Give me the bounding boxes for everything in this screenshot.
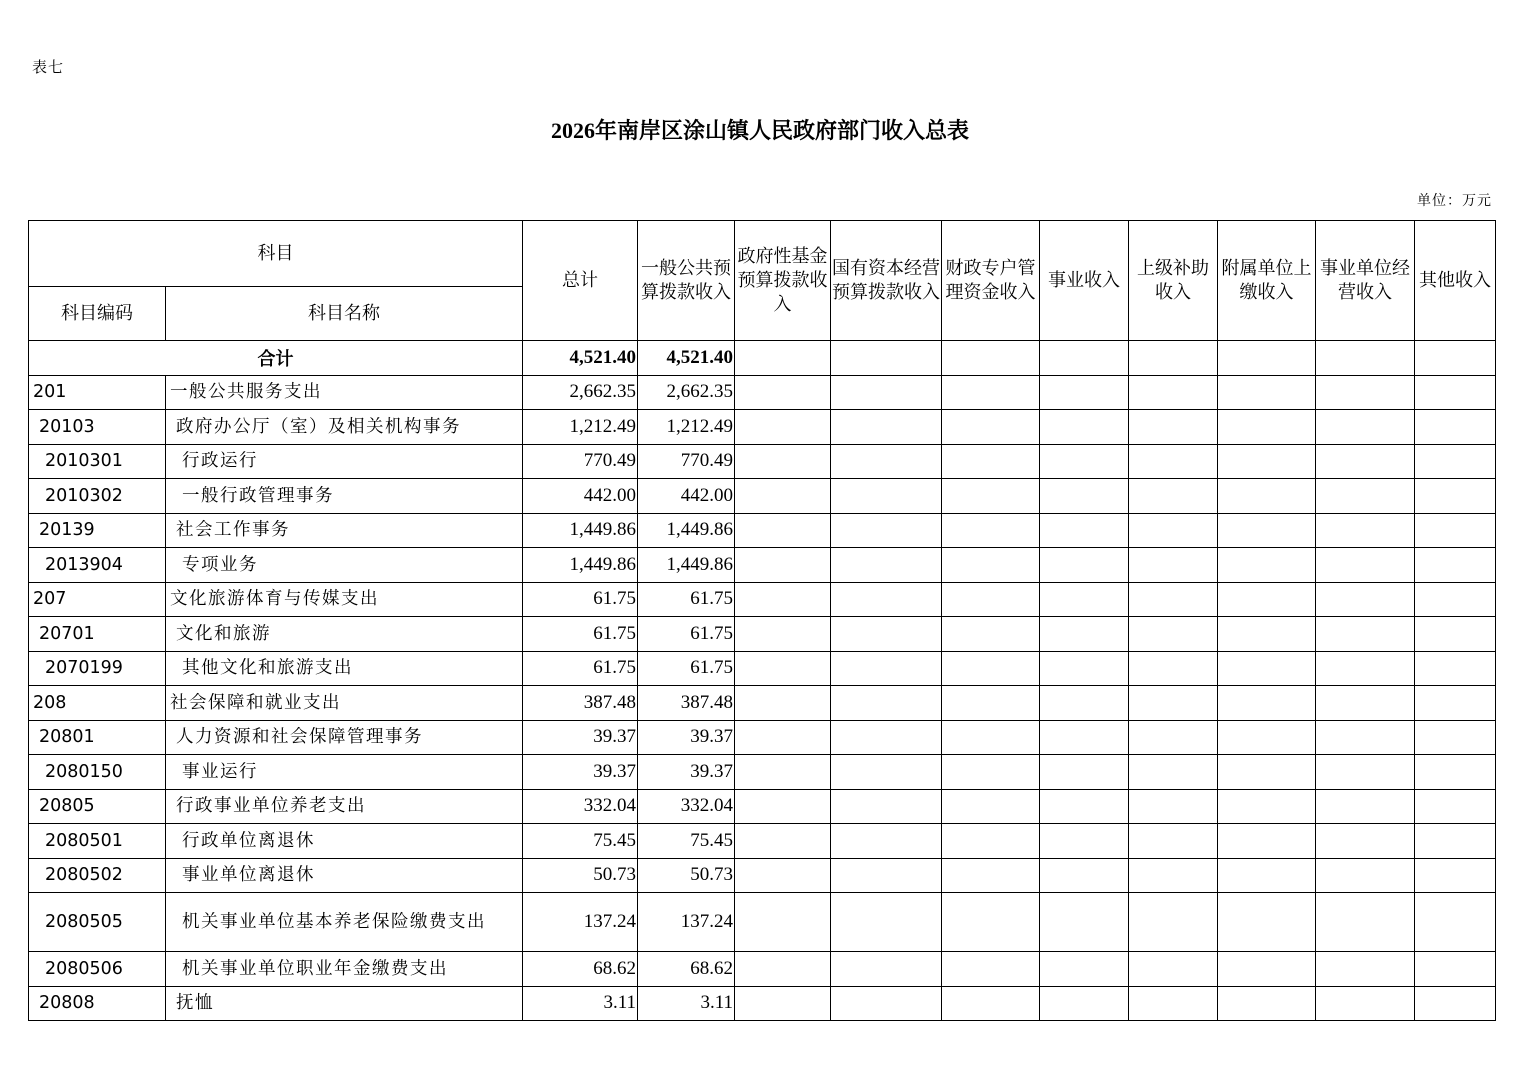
header-operating-income: 事业单位经营收入 — [1316, 221, 1415, 341]
row-total: 3.11 — [523, 986, 638, 1021]
row-name: 抚恤 — [166, 986, 523, 1021]
row-general-budget: 61.75 — [638, 651, 735, 686]
row-general-budget: 1,449.86 — [638, 513, 735, 548]
row-total: 332.04 — [523, 789, 638, 824]
table-row — [29, 789, 1496, 824]
row-code: 2080505 — [29, 893, 166, 952]
row-name: 机关事业单位职业年金缴费支出 — [166, 952, 523, 987]
row-total: 2,662.35 — [523, 375, 638, 410]
table-row — [29, 617, 1496, 652]
table-row — [29, 548, 1496, 583]
table-row — [29, 513, 1496, 548]
table-tag: 表七 — [32, 58, 65, 76]
table-row — [29, 824, 1496, 859]
row-general-budget: 770.49 — [638, 444, 735, 479]
row-name: 文化和旅游 — [166, 617, 523, 652]
row-name: 机关事业单位基本养老保险缴费支出 — [166, 893, 523, 952]
row-total: 61.75 — [523, 651, 638, 686]
row-name: 一般公共服务支出 — [166, 375, 523, 410]
row-code: 20805 — [29, 789, 166, 824]
summary-general-budget: 4,521.40 — [638, 341, 735, 376]
row-general-budget: 1,212.49 — [638, 410, 735, 445]
header-subject-name: 科目名称 — [166, 287, 523, 341]
row-general-budget: 2,662.35 — [638, 375, 735, 410]
row-general-budget: 61.75 — [638, 617, 735, 652]
summary-row — [29, 341, 1496, 376]
header-subject-code: 科目编码 — [29, 287, 166, 341]
header-general-budget: 一般公共预算拨款收入 — [638, 221, 735, 341]
row-code: 2070199 — [29, 651, 166, 686]
row-name: 行政运行 — [166, 444, 523, 479]
table-row — [29, 686, 1496, 721]
summary-label: 合计 — [29, 341, 523, 376]
row-total: 1,449.86 — [523, 548, 638, 583]
row-code: 208 — [29, 686, 166, 721]
table-row — [29, 410, 1496, 445]
row-code: 201 — [29, 375, 166, 410]
row-total: 137.24 — [523, 893, 638, 952]
table-row — [29, 755, 1496, 790]
table-row — [29, 582, 1496, 617]
row-name: 政府办公厅（室）及相关机构事务 — [166, 410, 523, 445]
row-general-budget: 332.04 — [638, 789, 735, 824]
row-name: 事业运行 — [166, 755, 523, 790]
row-code: 2080150 — [29, 755, 166, 790]
table-row — [29, 479, 1496, 514]
row-code: 20801 — [29, 720, 166, 755]
row-code: 20103 — [29, 410, 166, 445]
row-general-budget: 3.11 — [638, 986, 735, 1021]
row-general-budget: 61.75 — [638, 582, 735, 617]
row-code: 2010301 — [29, 444, 166, 479]
table-row — [29, 952, 1496, 987]
row-code: 20139 — [29, 513, 166, 548]
row-total: 61.75 — [523, 582, 638, 617]
row-total: 1,449.86 — [523, 513, 638, 548]
row-code: 2013904 — [29, 548, 166, 583]
row-name: 其他文化和旅游支出 — [166, 651, 523, 686]
row-total: 770.49 — [523, 444, 638, 479]
row-name: 文化旅游体育与传媒支出 — [166, 582, 523, 617]
header-fiscal-special: 财政专户管理资金收入 — [942, 221, 1040, 341]
table-row — [29, 858, 1496, 893]
income-summary-table — [28, 220, 1496, 1021]
unit-label: 单位：万元 — [1417, 193, 1492, 209]
header-business-income: 事业收入 — [1040, 221, 1129, 341]
row-total: 442.00 — [523, 479, 638, 514]
row-total: 50.73 — [523, 858, 638, 893]
row-code: 20701 — [29, 617, 166, 652]
row-general-budget: 137.24 — [638, 893, 735, 952]
header-state-capital: 国有资本经营预算拨款收入 — [831, 221, 942, 341]
page-title: 2026年南岸区涂山镇人民政府部门收入总表 — [550, 118, 969, 143]
row-name: 人力资源和社会保障管理事务 — [166, 720, 523, 755]
row-total: 61.75 — [523, 617, 638, 652]
header-total: 总计 — [523, 221, 638, 341]
table-row — [29, 720, 1496, 755]
header-affiliate-payment: 附属单位上缴收入 — [1218, 221, 1316, 341]
header-superior-subsidy: 上级补助收入 — [1129, 221, 1218, 341]
row-name: 行政事业单位养老支出 — [166, 789, 523, 824]
row-general-budget: 387.48 — [638, 686, 735, 721]
row-general-budget: 68.62 — [638, 952, 735, 987]
row-general-budget: 39.37 — [638, 720, 735, 755]
table-row — [29, 444, 1496, 479]
header-other-income: 其他收入 — [1415, 221, 1496, 341]
row-total: 68.62 — [523, 952, 638, 987]
summary-total: 4,521.40 — [523, 341, 638, 376]
row-code: 20808 — [29, 986, 166, 1021]
table-row — [29, 893, 1496, 952]
header-gov-fund: 政府性基金预算拨款收入 — [735, 221, 831, 341]
row-code: 2080506 — [29, 952, 166, 987]
row-name: 专项业务 — [166, 548, 523, 583]
row-total: 39.37 — [523, 755, 638, 790]
row-name: 行政单位离退休 — [166, 824, 523, 859]
row-code: 2080501 — [29, 824, 166, 859]
row-general-budget: 50.73 — [638, 858, 735, 893]
table-row — [29, 651, 1496, 686]
row-code: 207 — [29, 582, 166, 617]
row-code: 2010302 — [29, 479, 166, 514]
row-name: 一般行政管理事务 — [166, 479, 523, 514]
row-total: 1,212.49 — [523, 410, 638, 445]
row-name: 社会保障和就业支出 — [166, 686, 523, 721]
row-code: 2080502 — [29, 858, 166, 893]
table-row — [29, 986, 1496, 1021]
row-total: 39.37 — [523, 720, 638, 755]
row-total: 75.45 — [523, 824, 638, 859]
row-name: 社会工作事务 — [166, 513, 523, 548]
row-general-budget: 39.37 — [638, 755, 735, 790]
row-general-budget: 442.00 — [638, 479, 735, 514]
header-subject: 科目 — [29, 221, 523, 287]
row-general-budget: 1,449.86 — [638, 548, 735, 583]
row-total: 387.48 — [523, 686, 638, 721]
row-name: 事业单位离退休 — [166, 858, 523, 893]
table-row — [29, 375, 1496, 410]
row-general-budget: 75.45 — [638, 824, 735, 859]
